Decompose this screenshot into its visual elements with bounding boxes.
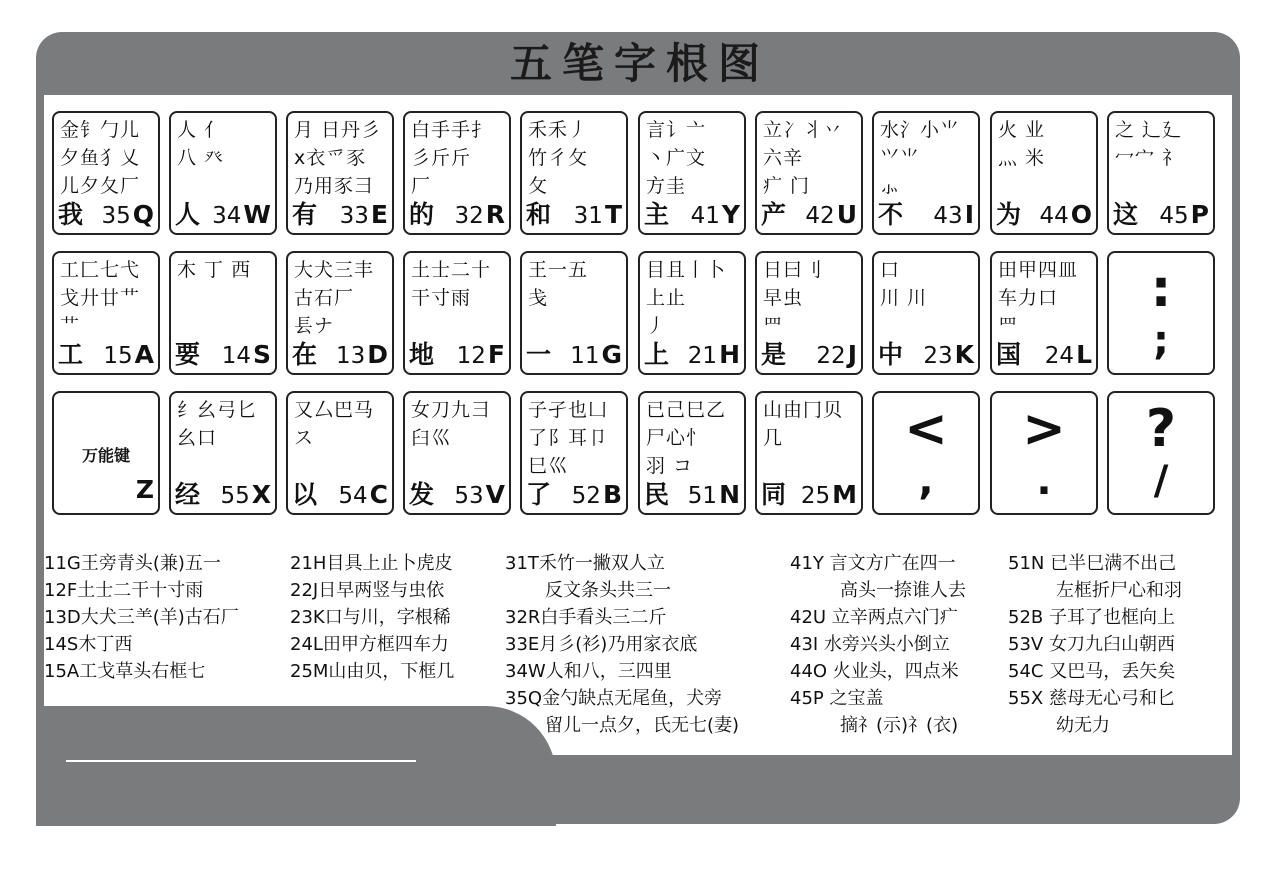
key-code-group bbox=[454, 480, 505, 509]
key-code-group bbox=[688, 480, 740, 509]
key-code-group bbox=[134, 475, 154, 504]
key-code-group bbox=[691, 200, 740, 229]
key-area-code: 21 bbox=[687, 343, 718, 369]
key-letter: P bbox=[1190, 200, 1209, 229]
root-line: 车力口 bbox=[998, 287, 1059, 309]
root-line: 丿 bbox=[646, 315, 667, 337]
root-line: 八 癶 bbox=[177, 147, 225, 169]
key-code-group bbox=[457, 340, 505, 369]
root-line: 镸ナ bbox=[294, 315, 335, 337]
root-line: 冖宀 礻 bbox=[1115, 147, 1183, 169]
key-a[interactable] bbox=[52, 251, 160, 375]
root-line: 儿夕夂厂 bbox=[60, 175, 141, 197]
key-letter: U bbox=[836, 200, 857, 229]
key-symbol-bottom: . bbox=[1036, 458, 1052, 504]
key-high-frequency-char: 我 bbox=[58, 200, 84, 229]
key-letter: D bbox=[367, 340, 388, 369]
key-symbol-19[interactable] bbox=[1107, 251, 1215, 375]
key-code-group bbox=[1039, 200, 1092, 229]
root-line: 灬 米 bbox=[998, 147, 1046, 169]
key-footer bbox=[1113, 195, 1209, 229]
key-symbol-27[interactable] bbox=[872, 391, 980, 515]
key-high-frequency-char: 上 bbox=[644, 340, 670, 369]
mnemonic-column-1 bbox=[44, 550, 239, 685]
mnemonic-column-5 bbox=[1008, 550, 1182, 739]
key-area-code: 41 bbox=[690, 203, 720, 229]
key-e[interactable] bbox=[286, 111, 394, 235]
key-letter: F bbox=[487, 340, 505, 369]
key-roots bbox=[60, 256, 158, 340]
key-area-code: 14 bbox=[221, 343, 251, 369]
key-high-frequency-char: 地 bbox=[409, 340, 435, 369]
key-letter: R bbox=[485, 200, 505, 229]
key-l[interactable] bbox=[990, 251, 1098, 375]
key-code-group bbox=[454, 200, 505, 229]
key-footer bbox=[526, 195, 622, 229]
key-letter: W bbox=[243, 200, 271, 229]
key-area-code: 51 bbox=[687, 483, 718, 509]
root-line: 白手手扌 bbox=[411, 119, 492, 141]
key-roots bbox=[294, 116, 392, 200]
key-area-code: 55 bbox=[220, 483, 250, 509]
key-code-group bbox=[816, 340, 857, 369]
mnemonic-line: 51N 已半巳满不出己 bbox=[1008, 553, 1177, 574]
key-letter: O bbox=[1070, 200, 1092, 229]
key-letter: L bbox=[1076, 340, 1092, 369]
root-line: 尸心忄 bbox=[646, 427, 707, 449]
root-line: 口 bbox=[880, 259, 901, 281]
root-line: ⺗ bbox=[880, 175, 901, 197]
key-area-code: 12 bbox=[456, 343, 486, 369]
key-code-group bbox=[1159, 200, 1209, 229]
key-footer bbox=[526, 475, 622, 509]
key-footer bbox=[58, 195, 154, 229]
key-footer bbox=[409, 335, 505, 369]
divider-line bbox=[66, 760, 416, 762]
key-f[interactable] bbox=[403, 251, 511, 375]
key-letter: Y bbox=[721, 200, 740, 229]
root-line: 川 川 bbox=[880, 287, 928, 309]
mnemonic-line: 12F土士二干十寸雨 bbox=[44, 580, 204, 601]
key-high-frequency-char: 的 bbox=[409, 200, 435, 229]
key-area-code: 25 bbox=[800, 483, 831, 509]
mnemonic-line: 左框折尸心和羽 bbox=[1056, 580, 1182, 601]
key-roots bbox=[411, 116, 509, 200]
mnemonic-column-4 bbox=[790, 550, 966, 739]
key-letter: E bbox=[370, 200, 388, 229]
key-roots bbox=[880, 256, 978, 312]
key-roots bbox=[411, 256, 509, 312]
key-letter: A bbox=[134, 340, 154, 369]
key-footer bbox=[644, 195, 740, 229]
key-code-group bbox=[572, 480, 622, 509]
key-w[interactable] bbox=[169, 111, 277, 235]
key-area-code: 52 bbox=[571, 483, 601, 509]
mnemonic-column-3 bbox=[505, 550, 739, 739]
key-roots bbox=[1115, 116, 1213, 172]
key-footer bbox=[292, 335, 388, 369]
key-footer bbox=[996, 335, 1092, 369]
key-area-code: 23 bbox=[923, 343, 953, 369]
key-footer bbox=[409, 475, 505, 509]
mnemonic-line: 41Y 言文方广在四一 bbox=[790, 553, 956, 574]
root-line: 罒 bbox=[763, 315, 784, 337]
key-i[interactable] bbox=[872, 111, 980, 235]
key-letter: Q bbox=[132, 200, 154, 229]
root-line: 之 辶廴 bbox=[1115, 119, 1183, 141]
key-symbol-28[interactable] bbox=[990, 391, 1098, 515]
root-line: 人 亻 bbox=[177, 119, 225, 141]
key-roots bbox=[646, 396, 744, 480]
key-roots bbox=[528, 396, 626, 480]
key-letter: V bbox=[485, 480, 505, 509]
key-roots bbox=[60, 116, 158, 200]
key-t[interactable] bbox=[520, 111, 628, 235]
key-area-code: 43 bbox=[933, 203, 963, 229]
mnemonic-column-2 bbox=[290, 550, 454, 685]
key-code-group bbox=[222, 340, 271, 369]
root-line: 戋 bbox=[528, 287, 549, 309]
root-line: 了阝耳卩 bbox=[528, 427, 609, 449]
key-letter: K bbox=[954, 340, 974, 369]
key-roots bbox=[998, 116, 1096, 172]
key-high-frequency-char: 要 bbox=[175, 340, 201, 369]
key-high-frequency-char: 在 bbox=[292, 340, 318, 369]
mnemonic-line: 15A工戈草头右框七 bbox=[44, 661, 206, 682]
key-letter: G bbox=[601, 340, 622, 369]
key-high-frequency-char: 不 bbox=[878, 200, 904, 229]
root-line: 方圭 bbox=[646, 175, 687, 197]
key-footer bbox=[761, 195, 857, 229]
mnemonic-line: 53V 女刀九臼山朝西 bbox=[1008, 634, 1175, 655]
key-roots bbox=[294, 256, 392, 340]
key-symbol-top: : bbox=[1150, 259, 1172, 319]
key-area-code: 15 bbox=[103, 343, 133, 369]
key-high-frequency-char: 工 bbox=[58, 340, 84, 369]
key-code-group bbox=[336, 340, 388, 369]
root-line: 疒 门 bbox=[763, 175, 811, 197]
root-line: 目且丨卜 bbox=[646, 259, 727, 281]
root-line: 日曰刂 bbox=[763, 259, 824, 281]
key-letter: Z bbox=[135, 475, 154, 504]
mnemonic-line: 32R白手看头三二斤 bbox=[505, 607, 667, 628]
key-roots bbox=[646, 256, 744, 340]
root-line: 竹彳攵 bbox=[528, 147, 589, 169]
root-line: 又厶巴马 bbox=[294, 399, 375, 421]
mnemonic-line: 42U 立辛两点六门疒 bbox=[790, 607, 958, 628]
mnemonic-line: 11G王旁青头(兼)五一 bbox=[44, 553, 221, 574]
key-code-group bbox=[338, 480, 388, 509]
root-line: 艹 bbox=[60, 315, 81, 337]
key-high-frequency-char: 和 bbox=[526, 200, 552, 229]
key-area-code: 35 bbox=[101, 203, 131, 229]
root-line: 丶广文 bbox=[646, 147, 707, 169]
key-letter: S bbox=[252, 340, 271, 369]
root-line: 乃用豕彐 bbox=[294, 175, 375, 197]
key-footer bbox=[878, 335, 974, 369]
key-code-group bbox=[570, 340, 622, 369]
key-letter: C bbox=[369, 480, 388, 509]
key-high-frequency-char: 这 bbox=[1113, 200, 1139, 229]
key-roots bbox=[177, 256, 275, 284]
root-line: 子孑也凵 bbox=[528, 399, 609, 421]
mnemonic-line: 52B 子耳了也框向上 bbox=[1008, 607, 1175, 628]
root-line: 女刀九彐 bbox=[411, 399, 492, 421]
root-line: 工匚七弋 bbox=[60, 259, 141, 281]
key-high-frequency-char: 是 bbox=[761, 340, 787, 369]
key-footer bbox=[761, 475, 857, 509]
key-high-frequency-char: 了 bbox=[526, 480, 552, 509]
key-footer bbox=[175, 475, 271, 509]
key-roots bbox=[528, 116, 626, 200]
key-z[interactable] bbox=[52, 391, 160, 515]
key-footer bbox=[526, 335, 622, 369]
key-symbol-bottom: ; bbox=[1153, 318, 1169, 364]
mnemonic-line: 33E月彡(衫)乃用家衣底 bbox=[505, 634, 698, 655]
root-line: 厂 bbox=[411, 175, 432, 197]
root-line: 言讠亠 bbox=[646, 119, 707, 141]
key-high-frequency-char: 以 bbox=[292, 480, 318, 509]
key-x[interactable] bbox=[169, 391, 277, 515]
key-b[interactable] bbox=[520, 391, 628, 515]
key-footer bbox=[644, 475, 740, 509]
root-line: 臼巛 bbox=[411, 427, 452, 449]
root-line: 夕鱼犭乂 bbox=[60, 147, 141, 169]
key-high-frequency-char: 主 bbox=[644, 200, 670, 229]
key-high-frequency-char: 中 bbox=[878, 340, 904, 369]
key-letter: H bbox=[719, 340, 740, 369]
key-letter: I bbox=[964, 200, 974, 229]
mnemonic-line: 22J日早两竖与虫依 bbox=[290, 580, 445, 601]
key-high-frequency-char: 人 bbox=[175, 200, 201, 229]
key-o[interactable] bbox=[990, 111, 1098, 235]
root-line: 巳巛 bbox=[528, 455, 569, 477]
key-j[interactable] bbox=[755, 251, 863, 375]
key-area-code: 45 bbox=[1159, 203, 1189, 229]
key-roots bbox=[294, 396, 392, 452]
key-high-frequency-char: 民 bbox=[644, 480, 670, 509]
root-line: 山由冂贝 bbox=[763, 399, 844, 421]
key-symbol-top: ? bbox=[1145, 399, 1177, 459]
key-area-code: 13 bbox=[335, 343, 366, 369]
key-code-group bbox=[212, 200, 271, 229]
key-m[interactable] bbox=[755, 391, 863, 515]
root-line: 田甲四皿 bbox=[998, 259, 1079, 281]
root-line: 上止 bbox=[646, 287, 687, 309]
key-area-code: 34 bbox=[212, 203, 242, 229]
key-roots bbox=[646, 116, 744, 200]
root-line: 金钅勹儿 bbox=[60, 119, 141, 141]
root-line: 攵 bbox=[528, 175, 549, 197]
key-high-frequency-char: 经 bbox=[175, 480, 201, 509]
key-symbol-29[interactable] bbox=[1107, 391, 1215, 515]
key-symbol-top: > bbox=[1022, 399, 1066, 459]
mnemonic-line: 54C 又巴马，丢矢矣 bbox=[1008, 661, 1176, 682]
key-area-code: 22 bbox=[816, 343, 846, 369]
root-line: 大犬三丰 bbox=[294, 259, 375, 281]
key-roots bbox=[177, 396, 275, 452]
root-line: 罒 bbox=[998, 315, 1019, 337]
key-footer bbox=[878, 195, 974, 229]
mnemonic-line: 高头一捺谁人去 bbox=[840, 580, 966, 601]
key-k[interactable] bbox=[872, 251, 980, 375]
root-line: 立冫丬丷 bbox=[763, 119, 844, 141]
key-letter: J bbox=[847, 340, 857, 369]
root-line: 木 丁 西 bbox=[177, 259, 252, 281]
mnemonic-line: 13D大犬三⺷(羊)古石厂 bbox=[44, 607, 239, 628]
key-area-code: 33 bbox=[339, 203, 369, 229]
root-line: 幺口 bbox=[177, 427, 218, 449]
key-symbol-top: < bbox=[904, 399, 948, 459]
key-code-group bbox=[1045, 340, 1092, 369]
mnemonic-line: 31T禾竹一撇双人立 bbox=[505, 553, 665, 574]
key-letter: M bbox=[832, 480, 857, 509]
key-v[interactable] bbox=[403, 391, 511, 515]
key-roots bbox=[880, 116, 978, 200]
key-area-code: 11 bbox=[570, 343, 600, 369]
key-code-group bbox=[923, 340, 974, 369]
key-code-group bbox=[933, 200, 974, 229]
key-footer bbox=[644, 335, 740, 369]
mnemonic-line: 25M山由贝，下框几 bbox=[290, 661, 455, 682]
key-c[interactable] bbox=[286, 391, 394, 515]
key-footer bbox=[292, 195, 388, 229]
mnemonic-line: 幼无力 bbox=[1056, 715, 1110, 736]
mnemonic-line: 44O 火业头，四点米 bbox=[790, 661, 959, 682]
key-area-code: 54 bbox=[338, 483, 368, 509]
key-high-frequency-char: 发 bbox=[409, 480, 435, 509]
root-line: 几 bbox=[763, 427, 784, 449]
mnemonic-line: 35Q金勺缺点无尾鱼，犬旁 bbox=[505, 688, 723, 709]
root-line: 干寸雨 bbox=[411, 287, 472, 309]
key-high-frequency-char: 同 bbox=[761, 480, 787, 509]
mnemonic-line: 24L田甲方框四车力 bbox=[290, 634, 449, 655]
key-s[interactable] bbox=[169, 251, 277, 375]
root-line: 土士二十 bbox=[411, 259, 492, 281]
key-area-code: 24 bbox=[1044, 343, 1075, 369]
mnemonic-line: 摘礻(示)礻(衣) bbox=[840, 715, 959, 736]
key-roots bbox=[528, 256, 626, 312]
key-y[interactable] bbox=[638, 111, 746, 235]
key-roots bbox=[763, 256, 861, 340]
mnemonic-line: 43I 水旁兴头小倒立 bbox=[790, 634, 950, 655]
key-code-group bbox=[801, 480, 857, 509]
key-high-frequency-char: 一 bbox=[526, 340, 552, 369]
key-high-frequency-char: 为 bbox=[996, 200, 1022, 229]
key-symbol-bottom: / bbox=[1153, 458, 1169, 504]
key-q[interactable] bbox=[52, 111, 160, 235]
root-line: 月 日丹彡 bbox=[294, 119, 382, 141]
key-area-code: 32 bbox=[454, 203, 484, 229]
key-d[interactable] bbox=[286, 251, 394, 375]
key-code-group bbox=[220, 480, 271, 509]
universal-key-label: 万能键 bbox=[81, 446, 130, 465]
mnemonic-line: 21H目具上止卜虎皮 bbox=[290, 553, 453, 574]
key-r[interactable] bbox=[403, 111, 511, 235]
key-high-frequency-char: 有 bbox=[292, 200, 318, 229]
root-line: 火 业 bbox=[998, 119, 1046, 141]
key-roots bbox=[411, 396, 509, 452]
key-code-group bbox=[101, 200, 154, 229]
root-line: 纟幺弓匕 bbox=[177, 399, 258, 421]
key-footer bbox=[175, 195, 271, 229]
key-footer bbox=[996, 195, 1092, 229]
key-code-group bbox=[805, 200, 857, 229]
key-high-frequency-char: 产 bbox=[761, 200, 787, 229]
key-footer bbox=[58, 475, 154, 509]
key-code-group bbox=[103, 340, 154, 369]
key-area-code: 42 bbox=[805, 203, 835, 229]
key-code-group bbox=[340, 200, 388, 229]
root-line: 戈廾廿艹 bbox=[60, 287, 141, 309]
key-area-code: 44 bbox=[1039, 203, 1069, 229]
page-title: 五笔字根图 bbox=[509, 39, 770, 88]
mnemonic-line: 55X 慈母无心弓和匕 bbox=[1008, 688, 1175, 709]
root-line: 羽 コ bbox=[646, 455, 694, 477]
key-roots bbox=[763, 116, 861, 200]
root-line: 古石厂 bbox=[294, 287, 355, 309]
mnemonic-line: 45P 之宝盖 bbox=[790, 688, 884, 709]
key-code-group bbox=[688, 340, 740, 369]
root-line: 已己巳乙 bbox=[646, 399, 727, 421]
key-letter: T bbox=[604, 200, 622, 229]
key-footer bbox=[409, 195, 505, 229]
root-line: 水氵小⺌ bbox=[880, 119, 961, 141]
key-letter: N bbox=[719, 480, 740, 509]
key-p[interactable] bbox=[1107, 111, 1215, 235]
key-u[interactable] bbox=[755, 111, 863, 235]
key-area-code: 53 bbox=[454, 483, 484, 509]
root-line: ⺍⺌ bbox=[880, 147, 921, 169]
panel-corner-decoration bbox=[36, 706, 556, 826]
key-h[interactable] bbox=[638, 251, 746, 375]
key-footer bbox=[175, 335, 271, 369]
key-roots bbox=[763, 396, 861, 452]
root-line: 六辛 bbox=[763, 147, 804, 169]
root-line: 禾禾丿 bbox=[528, 119, 589, 141]
key-footer bbox=[292, 475, 388, 509]
mnemonic-line: 14S木丁西 bbox=[44, 634, 133, 655]
key-footer bbox=[761, 335, 857, 369]
key-letter: X bbox=[251, 480, 271, 509]
key-roots bbox=[998, 256, 1096, 340]
key-code-group bbox=[574, 200, 622, 229]
root-line: 王一五 bbox=[528, 259, 589, 281]
mnemonic-line: 34W人和八，三四里 bbox=[505, 661, 672, 682]
mnemonic-line: 23K口与川，字根稀 bbox=[290, 607, 451, 628]
key-symbol-bottom: , bbox=[918, 458, 934, 504]
root-line: ⅹ衣爫豕 bbox=[294, 147, 367, 169]
key-footer bbox=[58, 335, 154, 369]
mnemonic-line: 反文条头共三一 bbox=[545, 580, 671, 601]
root-line: ス bbox=[294, 427, 315, 449]
root-line: 彡斤斤 bbox=[411, 147, 472, 169]
mnemonic-line: 留儿一点夕，氏无七(妻) bbox=[545, 715, 740, 736]
key-roots bbox=[177, 116, 275, 172]
key-letter: B bbox=[602, 480, 622, 509]
root-line: 早虫 bbox=[763, 287, 804, 309]
key-n[interactable] bbox=[638, 391, 746, 515]
key-high-frequency-char: 国 bbox=[996, 340, 1022, 369]
key-area-code: 31 bbox=[573, 203, 603, 229]
key-g[interactable] bbox=[520, 251, 628, 375]
